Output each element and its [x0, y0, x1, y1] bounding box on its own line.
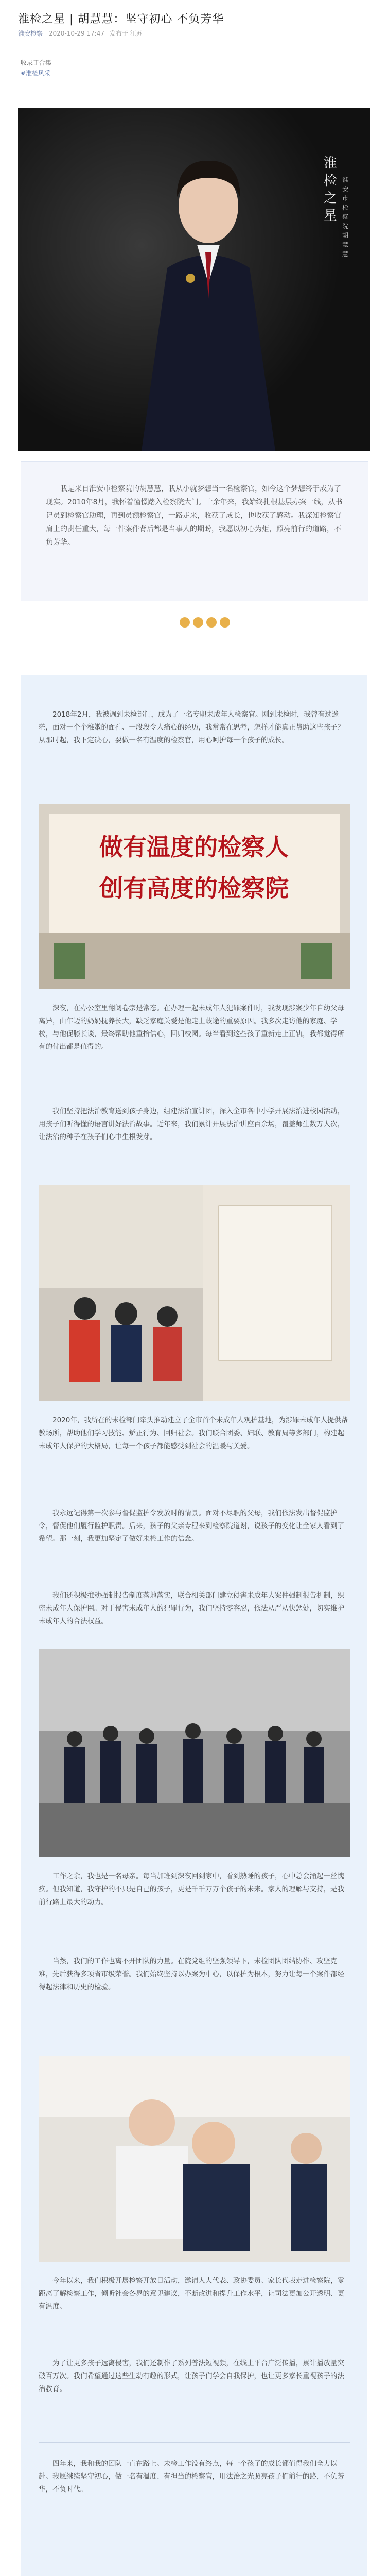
section-divider [39, 2442, 350, 2443]
hero-vertical-subtitle: 淮安市检察院 胡慧慧 [342, 176, 349, 258]
body-paragraph: 2018年2月，我被调到未检部门，成为了一名专职未成年人检察官。刚到未检时，我曾有过迷茫，面对一个个稚嫩的面孔、一段段令人痛心的经历，我常常在思考，怎样才能真正帮助这些孩子？从那时起，我下定决心，要做一名有温度的检察官，用心呵护每一个孩子的成长。 [39, 710, 344, 744]
body-paragraph: 深夜，在办公室里翻阅卷宗是常态。在办理一起未成年人犯罪案件时，我发现涉案少年自幼父母离异，由年迈的奶奶抚养长大，缺乏家庭关爱是他走上歧途的重要原因。我多次走访他的家庭、学校，与他促膝长谈，最终帮助他重拾信心，回归校园。每当看到这些孩子重新走上正轨，我都觉得所有的付出都是值得的。 [39, 1004, 344, 1051]
body-paragraph: 我们还积极推动强制报告制度落地落实，联合相关部门建立侵害未成年人案件强制报告机制，织密未成年人保护网。对于侵害未成年人的犯罪行为，我们坚持零容忍，依法从严从快惩处，切实维护未成年人的合法权益。 [39, 1591, 344, 1625]
body-paragraph: 我永远记得第一次参与督促监护令发放时的情景。面对不尽职的父母，我们依法发出督促监护令，督促他们履行监护职责。后来，孩子的父亲专程来到检察院道谢，说孩子的变化让全家人看到了希望。那一刻，我更加坚定了做好未检工作的信念。 [39, 1509, 344, 1543]
body-paragraph: 当然，我们的工作也离不开团队的力量。在院党组的坚强领导下，未检团队团结协作、攻坚克难，先后获得多项省市级荣誉。我们始终坚持以办案为中心，以保护为根本，努力让每一个案件都经得起法律和历史的检验。 [39, 1957, 344, 1991]
intro-box [21, 461, 368, 601]
collection-tag-link[interactable]: #淮检风采 [21, 70, 51, 77]
body-paragraph: 今年以来，我们积极开展检察开放日活动，邀请人大代表、政协委员、家长代表走进检察院，零距离了解检察工作，倾听社会各界的意见建议，不断改进和提升工作水平，让司法更加公开透明、更有温度。 [39, 2277, 344, 2311]
intro-text: 我是来自淮安市检察院的胡慧慧，我从小就梦想当一名检察官，如今这个梦想终于成为了现实。2010年8月，我怀着憧憬踏入检察院大门。十余年来，我始终扎根基层办案一线，从书记员到检察官助理，再到员额检察官，一路走来，收获了成长，也收获了感动。我深知检察官肩上的责任重大，每一件案件背后都是当事人的期盼，我愿以初心为炬，照亮前行的道路，不负芳华。 [46, 485, 343, 547]
dot-4 [220, 617, 230, 628]
article-collection [21, 58, 51, 78]
body-paragraph: 工作之余，我也是一名母亲。每当加班到深夜回到家中，看到熟睡的孩子，心中总会涌起一丝愧疚。但我知道，我守护的不只是自己的孩子，更是千千万万个孩子的未来。家人的理解与支持，是我前行路上最大的动力。 [39, 1872, 344, 1906]
classroom-photo [39, 1185, 350, 1401]
article-title: 淮检之星 | 胡慧慧：坚守初心 不负芳华 [18, 13, 224, 26]
body-paragraph: 为了让更多孩子远离侵害，我们还制作了系列普法短视频，在线上平台广泛传播，累计播放量突破百万次。我们希望通过这些生动有趣的形式，让孩子们学会自我保护，也让更多家长重视孩子的法治教育。 [39, 2359, 344, 2393]
dot-2 [193, 617, 203, 628]
article-meta [18, 29, 143, 38]
hero-vertical-title: 淮检之星 [324, 156, 338, 224]
team-photo [39, 1649, 350, 1857]
closing-paragraph: 四年来，我和我的团队一直在路上。未检工作没有终点，每一个孩子的成长都值得我们全力以赴。我愿继续坚守初心，做一名有温度、有担当的检察官，用法治之光照亮孩子们前行的路，不负芳华，不负时代。 [39, 2460, 344, 2494]
child-photo [39, 2056, 350, 2262]
prosecutor-portrait [142, 149, 275, 451]
dot-1 [180, 617, 190, 628]
body-paragraph: 2020年，我所在的未检部门牵头推动建立了全市首个未成年人观护基地，为涉罪未成年人提供帮教场所，帮助他们学习技能、矫正行为、回归社会。我们联合团委、妇联、教育局等多部门，构建起未成年人保护的大格局，让每一个孩子都能感受到社会的温暖与关爱。 [39, 1416, 348, 1450]
article-location: 发布于 江苏 [109, 30, 143, 37]
dot-3 [206, 617, 217, 628]
body-paragraph: 我们坚持把法治教育送到孩子身边，组建法治宣讲团，深入全市各中小学开展法治进校园活动，用孩子们听得懂的语言讲好法治故事。近年来，我们累计开展法治讲座百余场，覆盖师生数万人次，让法治的种子在孩子们心中生根发芽。 [39, 1107, 344, 1141]
hero-image [18, 108, 370, 451]
banner-photo [39, 804, 350, 989]
decorative-dots [180, 617, 233, 630]
banner-line-1: 做有温度的检察人 [99, 833, 289, 861]
article-date: 2020-10-29 17:47 [48, 30, 104, 37]
banner-line-2: 创有高度的检察院 [99, 874, 289, 902]
article-source-link[interactable]: 淮安检察 [18, 30, 43, 37]
collection-label: 收录于合集 [21, 59, 52, 66]
